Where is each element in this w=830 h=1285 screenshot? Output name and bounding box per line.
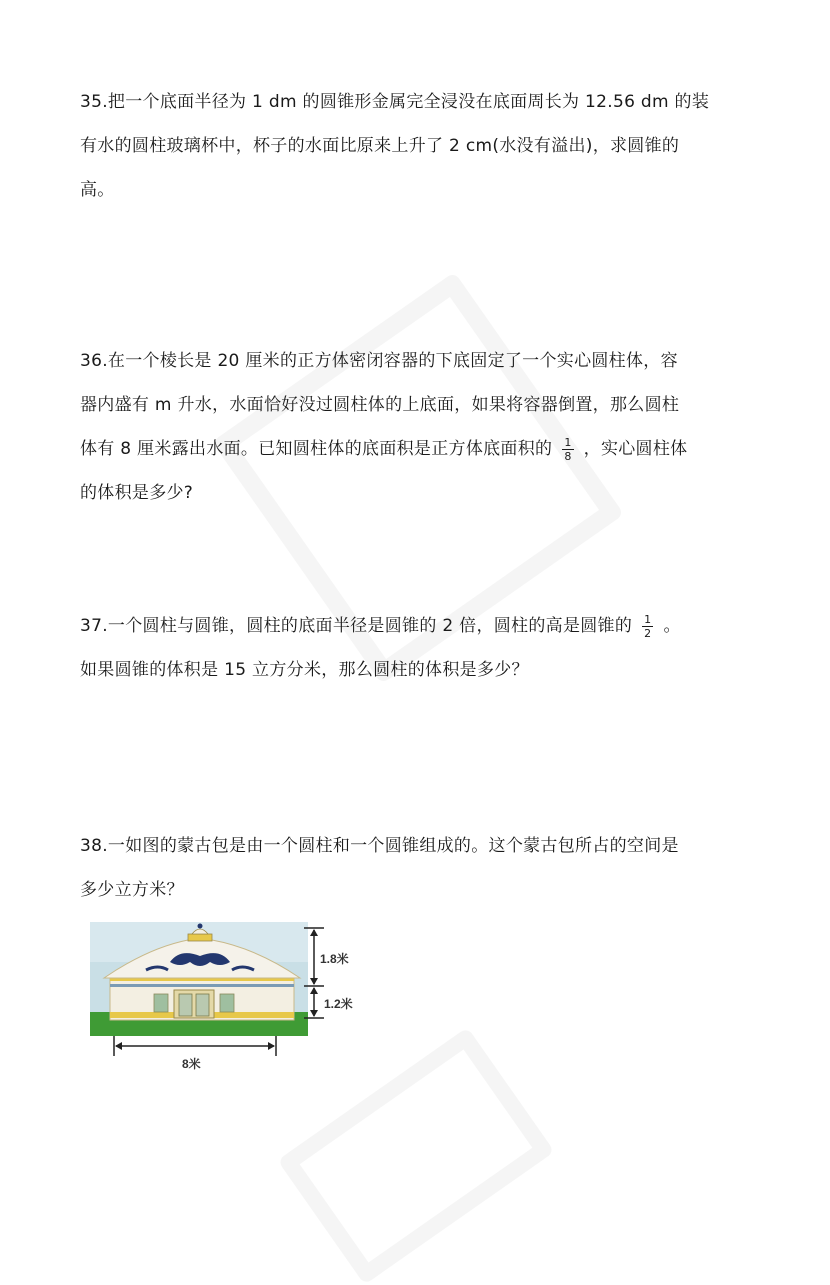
question-36 — [80, 339, 755, 515]
yurt-figure — [88, 918, 388, 1078]
fraction — [642, 613, 653, 640]
arrow-head — [115, 1042, 122, 1050]
fraction — [562, 436, 573, 463]
cone-height-label: 1.8米 — [320, 952, 349, 966]
yurt-band-pattern — [110, 984, 294, 987]
question-text-line — [80, 604, 755, 648]
fraction-denominator: 8 — [564, 449, 572, 463]
yurt-door-panel — [179, 994, 192, 1016]
arrow-head — [268, 1042, 275, 1050]
question-text-line: 高。 — [80, 180, 115, 200]
question-text: 体有 8 厘米露出水面。已知圆柱体的底面积是正方体底面积的 — [80, 439, 553, 459]
yurt-window — [154, 994, 168, 1012]
question-37 — [80, 604, 755, 692]
yurt-door-panel — [196, 994, 209, 1016]
yurt-top-finial — [198, 924, 203, 929]
question-text-line — [80, 427, 755, 471]
question-text: 。 — [663, 616, 681, 636]
yurt-window — [220, 994, 234, 1012]
question-text-line: 35.把一个底面半径为 1 dm 的圆锥形金属完全浸没在底面周长为 12.56 dm 的装 — [80, 92, 710, 112]
question-text-line: 38.一如图的蒙古包是由一个圆柱和一个圆锥组成的。这个蒙古包所占的空间是 — [80, 836, 679, 856]
arrow-head — [310, 978, 318, 985]
yurt-top-cap — [188, 934, 212, 941]
question-text-line: 多少立方米？ — [80, 880, 184, 900]
question-text-line: 的体积是多少? — [80, 483, 194, 503]
question-text-line: 如果圆锥的体积是 15 立方分米，那么圆柱的体积是多少？ — [80, 660, 529, 680]
fraction-denominator: 2 — [644, 626, 652, 640]
question-text-line: 器内盛有 m 升水，水面恰好没过圆柱体的上底面，如果将容器倒置，那么圆柱 — [80, 395, 680, 415]
question-text-line: 有水的圆柱玻璃杯中，杯子的水面比原来上升了 2 cm(水没有溢出)，求圆锥的 — [80, 136, 680, 156]
arrow-head — [310, 1010, 318, 1017]
diameter-label: 8米 — [182, 1057, 201, 1071]
fraction-numerator: 1 — [644, 612, 652, 626]
question-38 — [80, 824, 755, 912]
arrow-head — [310, 929, 318, 936]
cylinder-height-label: 1.2米 — [324, 997, 353, 1011]
question-text: ，实心圆柱体 — [583, 439, 688, 459]
question-text: 37.一个圆柱与圆锥，圆柱的底面半径是圆锥的 2 倍，圆柱的高是圆锥的 — [80, 616, 633, 636]
question-text-line: 36.在一个棱长是 20 厘米的正方体密闭容器的下底固定了一个实心圆柱体，容 — [80, 351, 678, 371]
question-35 — [80, 80, 755, 212]
fraction-numerator: 1 — [564, 435, 572, 449]
arrow-head — [310, 987, 318, 994]
